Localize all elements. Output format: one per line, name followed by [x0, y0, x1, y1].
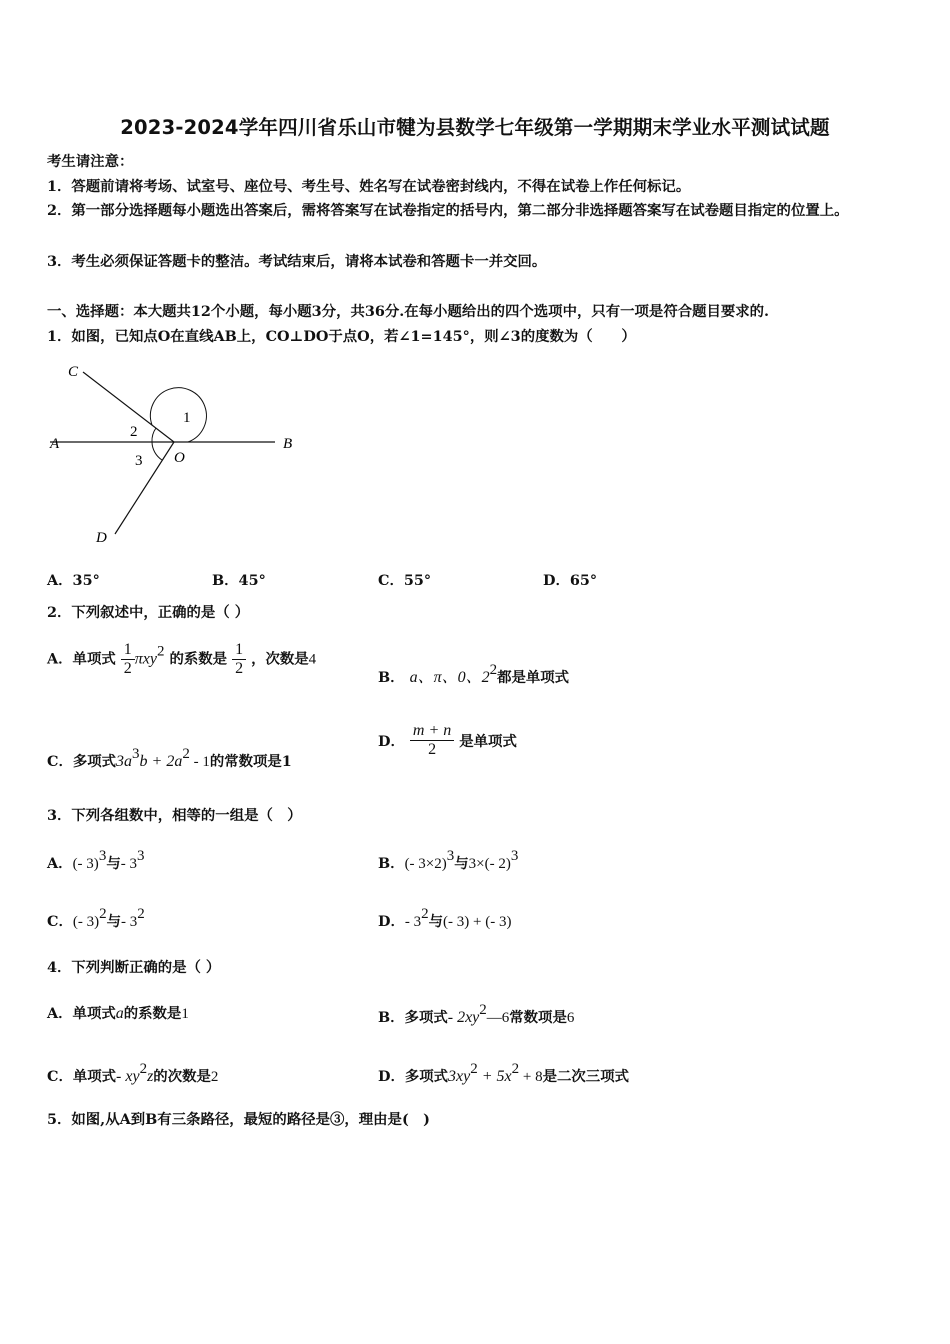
q3a-exp2: 3 — [136, 848, 145, 864]
q3c-expr2: - 3 — [121, 914, 138, 930]
q4b-prefix: B．多项式 — [378, 1009, 448, 1026]
q3a-expr1: (- 3) — [72, 856, 99, 872]
q4c-exp: 2 — [139, 1061, 148, 1077]
q4b-mid: 常数项是 — [509, 1009, 567, 1026]
q2-option-c — [47, 746, 292, 771]
q1-option-b: B．45° — [212, 572, 266, 589]
q4b-term1: - 2xy — [447, 1009, 480, 1026]
q4d-term3: + 8 — [519, 1069, 543, 1085]
q4b-exp: 2 — [479, 1002, 487, 1018]
q3a-yu: 与 — [106, 855, 121, 872]
q3b-prefix: B． — [378, 855, 405, 872]
q2d-fraction — [410, 722, 454, 759]
q4-option-c — [47, 1061, 218, 1086]
q2c-exp1: 3 — [132, 746, 140, 762]
q3b-exp2: 3 — [510, 848, 519, 864]
q4c-mid: 的次数是 — [153, 1068, 211, 1085]
question-1-stem: 1．如图，已知点O在直线AB上，CO⊥DO于点O，若∠1=145°，则∠3的度数为（ ） — [47, 328, 636, 345]
notice-item-3: 3．考生必须保证答题卡的整洁。考试结束后，请将本试卷和答题卡一并交回。 — [47, 253, 547, 270]
angle-3-arc — [152, 442, 162, 460]
q3-option-c — [47, 906, 145, 931]
question-5-stem: 5．如图,从A到B有三条路径，最短的路径是③，理由是( ) — [47, 1111, 430, 1128]
q2a-post: ，次数是 — [251, 650, 309, 668]
q2d-post: 是单项式 — [459, 733, 517, 750]
q2d-frac-den: 2 — [428, 741, 437, 758]
q3d-expr2: (- 3) + (- 3) — [443, 914, 512, 930]
q3d-prefix: D． — [378, 913, 405, 930]
q3b-yu: 与 — [454, 855, 469, 872]
q3b-exp1: 3 — [446, 848, 455, 864]
q4d-term1: 3xy — [448, 1068, 471, 1085]
q2b-prefix: B． — [378, 669, 405, 686]
q4a-monomial: a — [115, 1005, 124, 1022]
page-title: 2023-2024学年四川省乐山市犍为县数学七年级第一学期期末学业水平测试试题 — [120, 116, 830, 139]
q2a-frac-den: 2 — [123, 660, 132, 677]
q3-option-a — [47, 848, 144, 873]
notice-heading: 考生请注意： — [47, 153, 134, 170]
label-angle-1: 1 — [183, 410, 191, 426]
q3d-yu: 与 — [428, 913, 444, 930]
q2b-post: 都是单项式 — [497, 669, 570, 686]
q2c-term3: - 1 — [189, 754, 210, 770]
q2c-term2: b + 2a — [139, 753, 183, 770]
notice-item-2: 2．第一部分选择题每小题选出答案后，需将答案写在试卷指定的括号内，第二部分非选择题答案写在试卷题目指定的位置上。 — [47, 202, 849, 219]
q4b-term2: —6 — [486, 1010, 510, 1026]
label-angle-3: 3 — [135, 453, 143, 469]
q2a-coef-num: 1 — [232, 641, 246, 660]
q2c-post: 的常数项是1 — [209, 753, 292, 770]
q4-option-d — [378, 1061, 629, 1086]
q3-option-b — [378, 848, 518, 873]
q2a-mid: 的系数是 — [169, 650, 228, 668]
q2a-prefix: A．单项式 — [47, 650, 116, 668]
q3c-yu: 与 — [106, 913, 122, 930]
label-o: O — [174, 450, 185, 466]
q2d-frac-num: m + n — [410, 722, 454, 741]
q3d-expr1: - 3 — [404, 914, 422, 930]
q4c-value: 2 — [210, 1069, 219, 1085]
q4d-exp2: 2 — [511, 1061, 520, 1077]
q2a-coef-den: 2 — [235, 660, 244, 677]
q2-option-b — [378, 662, 569, 687]
q4d-exp1: 2 — [470, 1061, 478, 1077]
q2b-math: a、π、0、2 — [409, 669, 490, 686]
q3c-expr1: (- 3) — [72, 914, 100, 930]
q3c-prefix: C． — [47, 913, 73, 930]
label-d: D — [96, 530, 107, 546]
q1-option-c: C．55° — [378, 572, 432, 589]
q3c-exp2: 2 — [137, 906, 145, 922]
q2d-prefix: D． — [378, 733, 405, 750]
angle-2-arc — [152, 428, 156, 442]
label-c: C — [68, 364, 79, 380]
q4d-prefix: D．多项式 — [378, 1068, 449, 1085]
q3c-exp1: 2 — [99, 906, 107, 922]
q3a-prefix: A． — [47, 855, 73, 872]
q3a-exp1: 3 — [98, 848, 107, 864]
q2c-prefix: C．多项式 — [47, 753, 117, 770]
q4a-mid: 的系数是 — [123, 1005, 182, 1022]
q3b-expr2: 3×(- 2) — [468, 856, 511, 872]
q3d-exp1: 2 — [421, 906, 429, 922]
q4a-prefix: A．单项式 — [47, 1005, 116, 1022]
q3a-expr2: - 3 — [120, 856, 137, 872]
q2-option-a — [47, 641, 316, 678]
section-heading: 一、选择题：本大题共12个小题，每小题3分，共36分.在每小题给出的四个选项中，只有一项是符合题目要求的. — [47, 303, 770, 320]
q2-option-d — [378, 722, 517, 759]
q4c-term1: - xy — [116, 1068, 140, 1085]
q3b-expr1: (- 3×2) — [404, 856, 447, 872]
q2a-coefficient — [232, 641, 246, 678]
question-3-stem: 3．下列各组数中，相等的一组是（ ） — [47, 807, 302, 824]
question-4-stem: 4．下列判断正确的是（ ） — [47, 959, 221, 976]
q3-option-d — [378, 906, 511, 931]
q4c-prefix: C．单项式 — [47, 1068, 117, 1085]
q2a-exponent: 2 — [156, 643, 165, 660]
q2a-degree: 4 — [308, 651, 317, 668]
angle-1-arc — [150, 388, 206, 442]
q2b-exponent: 2 — [489, 662, 498, 678]
q2a-monomial: πxy — [134, 650, 157, 668]
q2a-frac-num: 1 — [121, 641, 135, 660]
q4d-term2: + 5x — [477, 1068, 512, 1085]
label-angle-2: 2 — [130, 424, 138, 440]
label-a: A — [50, 436, 60, 452]
q2c-term1: 3a — [116, 753, 133, 770]
q4c-term2: z — [147, 1068, 154, 1085]
q1-option-a: A．35° — [47, 572, 100, 589]
question-2-stem: 2．下列叙述中，正确的是（ ） — [47, 604, 250, 621]
q2a-fraction — [121, 641, 135, 678]
q4b-value: 6 — [566, 1010, 575, 1026]
q2c-exp2: 2 — [182, 746, 190, 762]
angle-figure — [40, 356, 310, 551]
notice-item-1: 1．答题前请将考场、试室号、座位号、考生号、姓名写在试卷密封线内，不得在试卷上作任何标记。 — [47, 178, 691, 195]
q4d-post: 是二次三项式 — [542, 1068, 629, 1085]
ray-od — [115, 442, 174, 534]
q4a-value: 1 — [181, 1006, 189, 1022]
ray-oc — [83, 372, 174, 442]
label-b: B — [283, 436, 293, 452]
q1-option-d: D．65° — [543, 572, 598, 589]
q4-option-a — [47, 1002, 189, 1023]
q4-option-b — [378, 1002, 574, 1027]
